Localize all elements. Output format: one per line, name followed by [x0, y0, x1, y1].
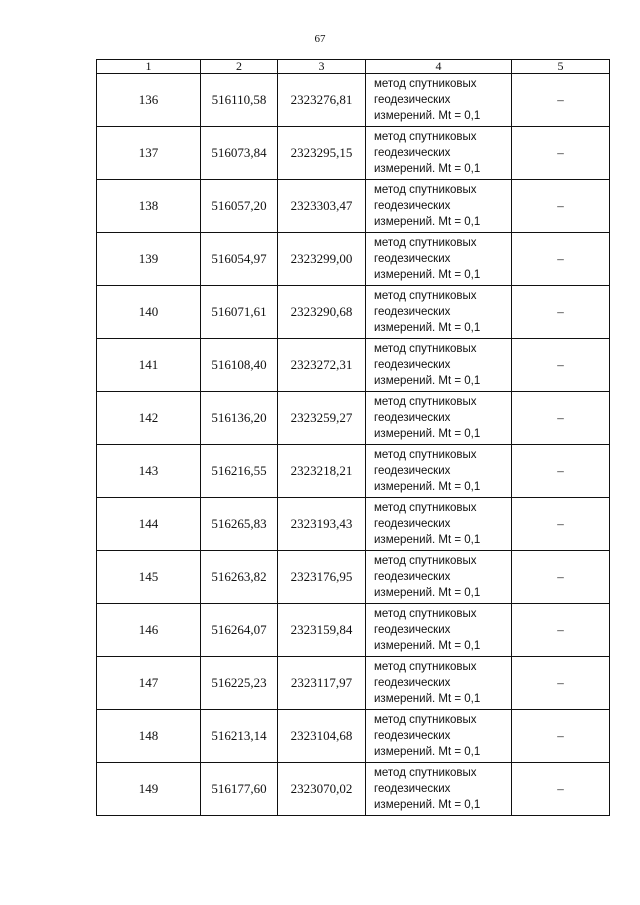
- y-coordinate-cell: 2323295,15: [278, 127, 366, 180]
- point-number-cell: 147: [97, 657, 201, 710]
- method-text-line: метод спутниковых: [374, 608, 477, 620]
- method-text-line: измерений. Mt = 0,1: [374, 428, 481, 440]
- method-cell: [366, 233, 512, 286]
- table-row: [97, 498, 610, 551]
- table-header-row: [97, 60, 610, 74]
- method-text-line: геодезических: [374, 147, 451, 159]
- method-text-line: метод спутниковых: [374, 661, 477, 673]
- y-coordinate-cell: 2323259,27: [278, 392, 366, 445]
- method-text-line: геодезических: [374, 359, 451, 371]
- method-text-line: метод спутниковых: [374, 131, 477, 143]
- point-number-cell: 149: [97, 763, 201, 816]
- method-text-line: метод спутниковых: [374, 237, 477, 249]
- method-text-line: геодезических: [374, 518, 451, 530]
- note-cell: –: [512, 127, 610, 180]
- table-row: [97, 710, 610, 763]
- y-coordinate-cell: 2323299,00: [278, 233, 366, 286]
- y-coordinate-cell: 2323272,31: [278, 339, 366, 392]
- method-text-line: измерений. Mt = 0,1: [374, 163, 481, 175]
- method-text-line: метод спутниковых: [374, 396, 477, 408]
- note-cell: –: [512, 763, 610, 816]
- y-coordinate-cell: 2323176,95: [278, 551, 366, 604]
- point-number-cell: 141: [97, 339, 201, 392]
- y-coordinate-cell: 2323303,47: [278, 180, 366, 233]
- y-coordinate-cell: 2323070,02: [278, 763, 366, 816]
- method-text-line: метод спутниковых: [374, 290, 477, 302]
- x-coordinate-cell: 516265,83: [201, 498, 278, 551]
- table-row: [97, 551, 610, 604]
- note-cell: –: [512, 657, 610, 710]
- method-cell: [366, 763, 512, 816]
- header-col-3: 3: [278, 60, 366, 74]
- method-text-line: геодезических: [374, 94, 451, 106]
- method-text-line: геодезических: [374, 730, 451, 742]
- method-text-line: измерений. Mt = 0,1: [374, 216, 481, 228]
- method-text-line: измерений. Mt = 0,1: [374, 746, 481, 758]
- method-text-line: геодезических: [374, 465, 451, 477]
- method-text-line: измерений. Mt = 0,1: [374, 693, 481, 705]
- table-body: [97, 74, 610, 816]
- x-coordinate-cell: 516177,60: [201, 763, 278, 816]
- method-cell: [366, 604, 512, 657]
- note-cell: –: [512, 339, 610, 392]
- table-row: [97, 286, 610, 339]
- y-coordinate-cell: 2323290,68: [278, 286, 366, 339]
- method-text-line: метод спутниковых: [374, 502, 477, 514]
- x-coordinate-cell: 516136,20: [201, 392, 278, 445]
- x-coordinate-cell: 516108,40: [201, 339, 278, 392]
- point-number-cell: 138: [97, 180, 201, 233]
- method-text-line: геодезических: [374, 253, 451, 265]
- point-number-cell: 139: [97, 233, 201, 286]
- method-text-line: метод спутниковых: [374, 184, 477, 196]
- table-row: [97, 392, 610, 445]
- method-text-line: измерений. Mt = 0,1: [374, 534, 481, 546]
- method-cell: [366, 551, 512, 604]
- y-coordinate-cell: 2323276,81: [278, 74, 366, 127]
- header-col-5: 5: [512, 60, 610, 74]
- x-coordinate-cell: 516264,07: [201, 604, 278, 657]
- table-row: [97, 763, 610, 816]
- note-cell: –: [512, 498, 610, 551]
- x-coordinate-cell: 516263,82: [201, 551, 278, 604]
- method-text-line: метод спутниковых: [374, 343, 477, 355]
- point-number-cell: 143: [97, 445, 201, 498]
- note-cell: –: [512, 286, 610, 339]
- table-row: [97, 604, 610, 657]
- note-cell: –: [512, 74, 610, 127]
- note-cell: –: [512, 710, 610, 763]
- note-cell: –: [512, 392, 610, 445]
- x-coordinate-cell: 516110,58: [201, 74, 278, 127]
- method-cell: [366, 498, 512, 551]
- point-number-cell: 145: [97, 551, 201, 604]
- method-text-line: метод спутниковых: [374, 449, 477, 461]
- method-cell: [366, 180, 512, 233]
- method-cell: [366, 74, 512, 127]
- method-text-line: геодезических: [374, 412, 451, 424]
- method-text-line: метод спутниковых: [374, 78, 477, 90]
- table-row: [97, 339, 610, 392]
- x-coordinate-cell: 516057,20: [201, 180, 278, 233]
- method-text-line: измерений. Mt = 0,1: [374, 640, 481, 652]
- method-cell: [366, 286, 512, 339]
- y-coordinate-cell: 2323117,97: [278, 657, 366, 710]
- method-text-line: метод спутниковых: [374, 555, 477, 567]
- table-row: [97, 180, 610, 233]
- method-text-line: геодезических: [374, 200, 451, 212]
- method-text-line: измерений. Mt = 0,1: [374, 481, 481, 493]
- y-coordinate-cell: 2323104,68: [278, 710, 366, 763]
- y-coordinate-cell: 2323218,21: [278, 445, 366, 498]
- method-cell: [366, 710, 512, 763]
- point-number-cell: 142: [97, 392, 201, 445]
- header-col-4: 4: [366, 60, 512, 74]
- method-text-line: измерений. Mt = 0,1: [374, 375, 481, 387]
- method-text-line: геодезических: [374, 306, 451, 318]
- method-cell: [366, 657, 512, 710]
- coordinates-table: [96, 59, 610, 816]
- table-row: [97, 233, 610, 286]
- table-row: [97, 127, 610, 180]
- point-number-cell: 136: [97, 74, 201, 127]
- table-row: [97, 657, 610, 710]
- note-cell: –: [512, 445, 610, 498]
- method-text-line: измерений. Mt = 0,1: [374, 269, 481, 281]
- page-number: 67: [314, 33, 326, 45]
- note-cell: –: [512, 604, 610, 657]
- note-cell: –: [512, 180, 610, 233]
- table-row: [97, 74, 610, 127]
- note-cell: –: [512, 551, 610, 604]
- method-text-line: измерений. Mt = 0,1: [374, 799, 481, 811]
- y-coordinate-cell: 2323159,84: [278, 604, 366, 657]
- point-number-cell: 144: [97, 498, 201, 551]
- method-text-line: геодезических: [374, 624, 451, 636]
- x-coordinate-cell: 516073,84: [201, 127, 278, 180]
- method-text-line: измерений. Mt = 0,1: [374, 110, 481, 122]
- method-text-line: геодезических: [374, 783, 451, 795]
- point-number-cell: 137: [97, 127, 201, 180]
- note-cell: –: [512, 233, 610, 286]
- table-row: [97, 445, 610, 498]
- x-coordinate-cell: 516225,23: [201, 657, 278, 710]
- point-number-cell: 140: [97, 286, 201, 339]
- method-text-line: измерений. Mt = 0,1: [374, 587, 481, 599]
- method-text-line: метод спутниковых: [374, 767, 477, 779]
- point-number-cell: 148: [97, 710, 201, 763]
- x-coordinate-cell: 516071,61: [201, 286, 278, 339]
- method-cell: [366, 392, 512, 445]
- method-cell: [366, 127, 512, 180]
- header-col-1: 1: [97, 60, 201, 74]
- method-text-line: геодезических: [374, 677, 451, 689]
- method-text-line: геодезических: [374, 571, 451, 583]
- method-text-line: метод спутниковых: [374, 714, 477, 726]
- method-cell: [366, 445, 512, 498]
- point-number-cell: 146: [97, 604, 201, 657]
- x-coordinate-cell: 516213,14: [201, 710, 278, 763]
- method-cell: [366, 339, 512, 392]
- x-coordinate-cell: 516216,55: [201, 445, 278, 498]
- header-col-2: 2: [201, 60, 278, 74]
- x-coordinate-cell: 516054,97: [201, 233, 278, 286]
- method-text-line: измерений. Mt = 0,1: [374, 322, 481, 334]
- y-coordinate-cell: 2323193,43: [278, 498, 366, 551]
